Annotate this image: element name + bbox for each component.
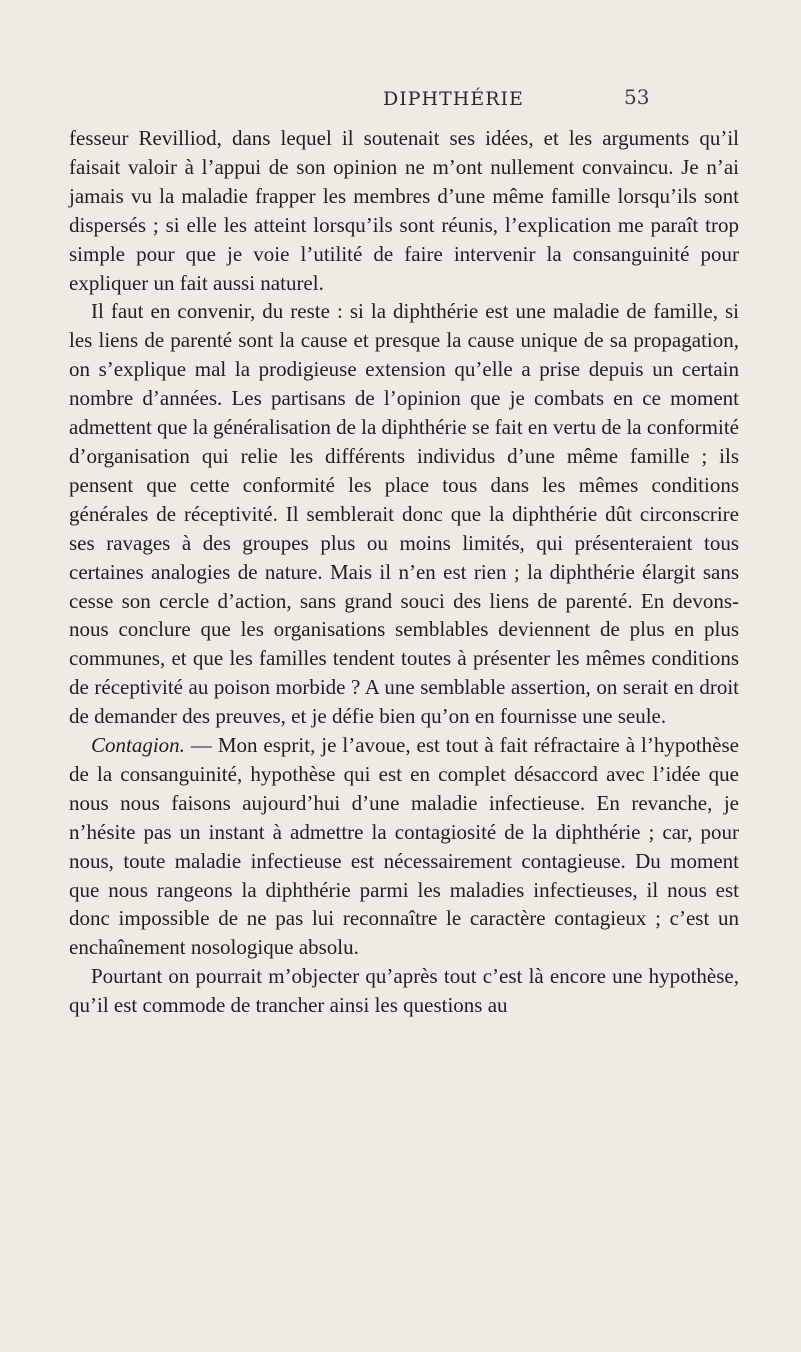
running-head xyxy=(0,85,801,116)
paragraph-text: Pourtant on pourrait m’objecter qu’après tout c’est là encore une hypothèse, qu’il est commode de trancher ainsi les questions au xyxy=(69,964,739,1018)
paragraph-objection xyxy=(69,962,739,1020)
paragraph-text: — Mon esprit, je l’avoue, est tout à fait réfractaire à l’hypothèse de la consanguinité, hypothèse qui est en complet désaccord avec l’idée que nous nous faisons aujourd’hui d’une maladie infectieuse. En revanche, je n’hésite pas un instant à admettre la contagiosité de la diphthérie ; car, pour nous, toute maladie infectieuse est nécessairement contagieuse. Du moment que nous rangeons la diphthérie parmi les maladies infectieuses, il nous est donc impossible de ne pas lui reconnaître le caractère contagieux ; c’est un enchaînement nosologique absolu. xyxy=(69,733,739,960)
page-number: 53 xyxy=(624,85,650,109)
paragraph-text: Il faut en convenir, du reste : si la diphthérie est une maladie de famille, si les liens de parenté sont la cause et presque la cause unique de sa propagation, on s’explique mal la prodigieuse extension qu’elle a prise depuis un certain nombre d’années. Les partisans de l’opinion que je combats en ce moment admettent que la généralisation de la diphthérie se fait en vertu de la conformité d’organisation qui relie les différents individus d’une même famille ; ils pensent que cette conformité les place tous dans les mêmes conditions générales de réceptivité. Il semblerait donc que la diphthérie dût circonscrire ses ravages à des groupes plus ou moins limités, qui présenteraient tous certaines analogies de nature. Mais il n’en est rien ; la diphthérie élargit sans cesse son cercle d’action, sans grand souci des liens de parenté. En devons-nous conclure que les organisations semblables deviennent de plus en plus communes, et que les familles tendent toutes à présenter les mêmes conditions de réceptivité au poison morbide ? A une semblable assertion, on serait en droit de demander des preuves, et je défie bien qu’on en fournisse une seule. xyxy=(69,299,739,729)
section-run-in-heading: Contagion. xyxy=(91,733,185,758)
paragraph-family-disease xyxy=(69,297,739,731)
paragraph-continuation xyxy=(69,124,739,297)
paragraph-contagion xyxy=(69,731,739,962)
paragraph-text: fesseur Revilliod, dans lequel il soutenait ses idées, et les arguments qu’il faisait valoir à l’appui de son opinion ne m’ont nullement convaincu. Je n’ai jamais vu la maladie frapper les membres d’une même famille lorsqu’ils sont dispersés ; si elle les atteint lorsqu’ils sont réunis, l’explication me paraît trop simple pour que je voie l’utilité de faire intervenir la consanguinité pour expliquer un fait aussi naturel. xyxy=(69,126,739,295)
body-text xyxy=(69,124,739,1020)
running-title: DIPHTHÉRIE xyxy=(383,88,524,110)
